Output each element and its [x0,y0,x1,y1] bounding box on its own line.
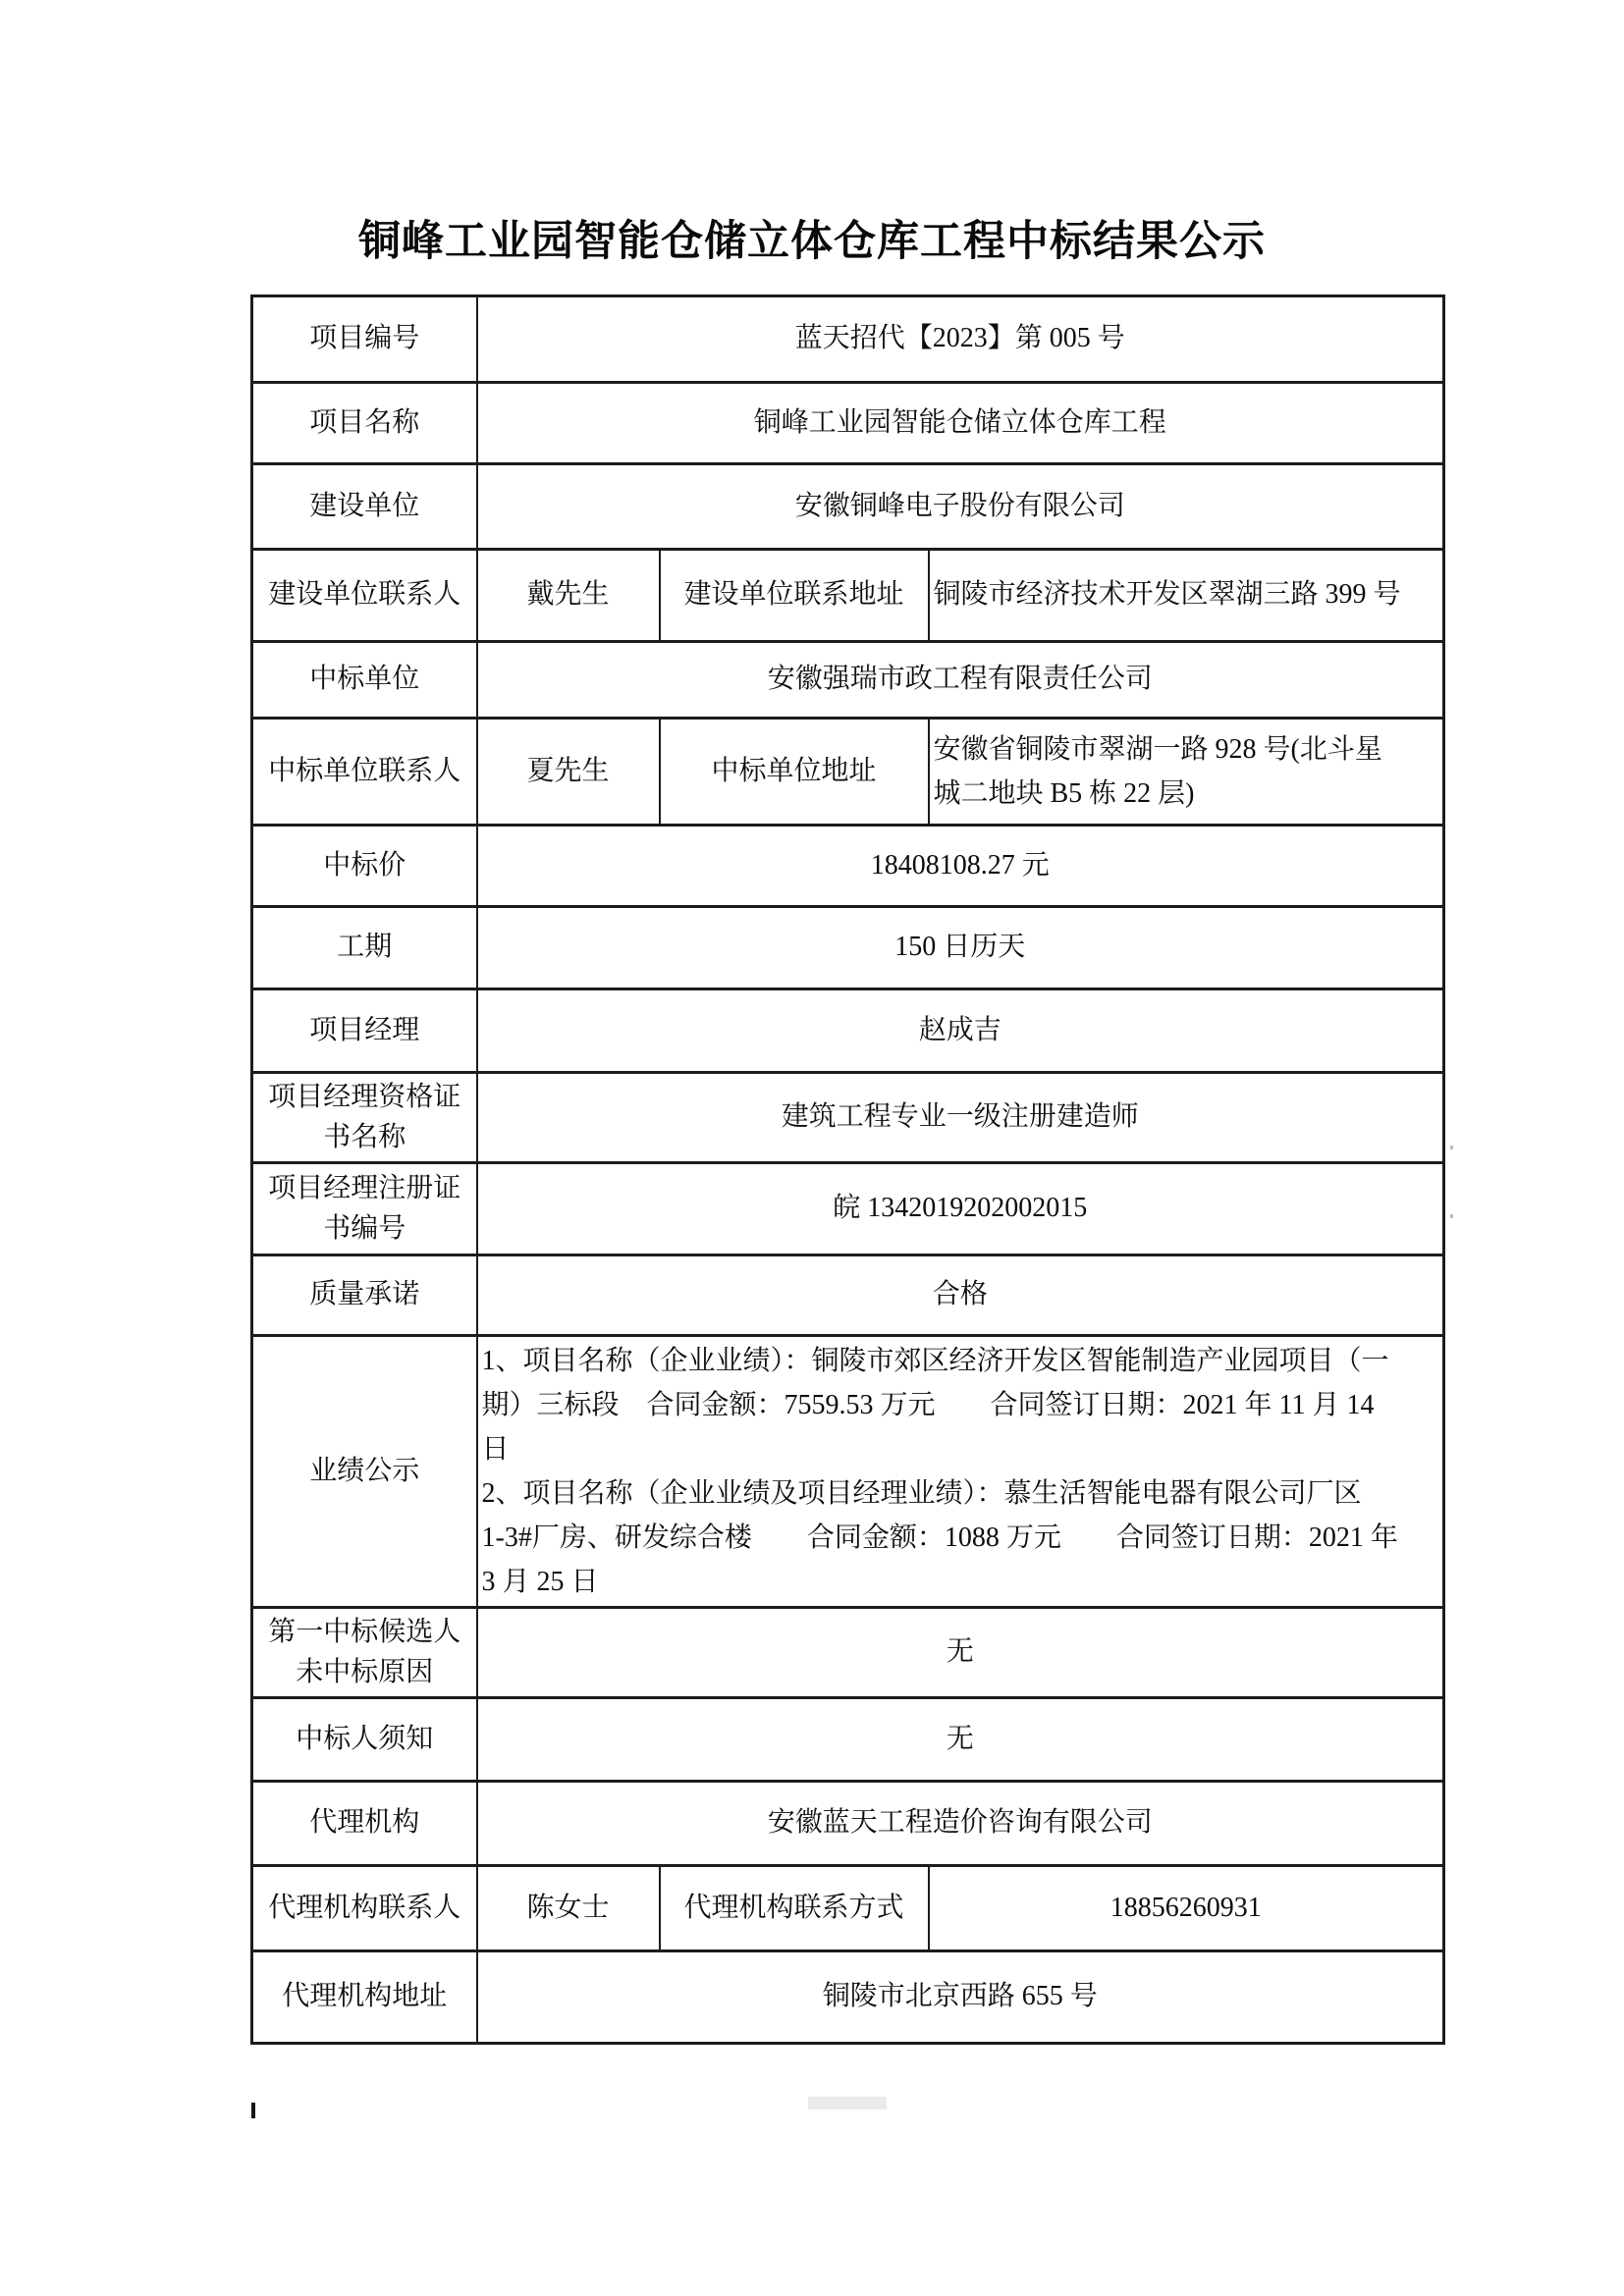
table-row [252,1255,1444,1336]
table-row [252,1866,1444,1951]
row-value: 皖 1342019202002015 [477,1163,1444,1255]
table-row [252,719,1444,826]
table-row [252,1608,1444,1698]
scan-ghost-artifact [808,2097,887,2109]
row-label-2: 建设单位联系地址 [660,550,929,642]
row-label-2: 代理机构联系方式 [660,1866,929,1951]
bid-result-table-body [252,296,1444,2044]
row-label: 中标价 [252,826,477,907]
row-value: 1、项目名称（企业业绩）：铜陵市郊区经济开发区智能制造产业园项目（一 期）三标段 合同金额：7559.53 万元 合同签订日期：2021 年 11 月 14 日 2、项目名称（企业业绩及项目经理业绩）：慕生活智能电器有限公司厂区 1-3#厂房、研发综合楼 合同金额：1088 万元 合同签订日期：2021 年 3 月 25 日 [477,1336,1444,1608]
row-value: 夏先生 [477,719,660,826]
table-row [252,907,1444,989]
row-value: 赵成吉 [477,989,1444,1073]
table-row [252,1951,1444,2044]
table-row [252,989,1444,1073]
table-row [252,826,1444,907]
scan-cursor-artifact [251,2103,255,2118]
row-value: 合格 [477,1255,1444,1336]
table-row [252,1163,1444,1255]
row-label: 项目名称 [252,383,477,464]
bid-result-table [250,294,1445,2045]
row-value: 安徽蓝天工程造价咨询有限公司 [477,1782,1444,1866]
row-value: 18408108.27 元 [477,826,1444,907]
row-value: 安徽铜峰电子股份有限公司 [477,464,1444,550]
row-label-2: 中标单位地址 [660,719,929,826]
row-value: 安徽强瑞市政工程有限责任公司 [477,642,1444,719]
scan-dot-artifact [1450,1146,1453,1149]
row-label: 第一中标候选人未中标原因 [252,1608,477,1698]
table-row [252,1336,1444,1608]
row-label: 建设单位 [252,464,477,550]
table-row [252,550,1444,642]
row-label: 代理机构 [252,1782,477,1866]
row-value: 150 日历天 [477,907,1444,989]
row-label: 项目编号 [252,296,477,383]
table-row [252,1073,1444,1163]
table-row [252,383,1444,464]
row-label: 工期 [252,907,477,989]
row-label: 项目经理注册证书编号 [252,1163,477,1255]
row-label: 代理机构联系人 [252,1866,477,1951]
row-label: 质量承诺 [252,1255,477,1336]
row-label: 中标人须知 [252,1698,477,1782]
row-label: 建设单位联系人 [252,550,477,642]
table-row [252,1698,1444,1782]
row-value: 陈女士 [477,1866,660,1951]
row-value: 铜峰工业园智能仓储立体仓库工程 [477,383,1444,464]
row-value: 无 [477,1608,1444,1698]
row-value: 建筑工程专业一级注册建造师 [477,1073,1444,1163]
table-row [252,464,1444,550]
row-label: 代理机构地址 [252,1951,477,2044]
row-value: 蓝天招代【2023】第 005 号 [477,296,1444,383]
row-value: 无 [477,1698,1444,1782]
row-label: 中标单位 [252,642,477,719]
row-label: 项目经理资格证书名称 [252,1073,477,1163]
row-label: 中标单位联系人 [252,719,477,826]
row-label: 业绩公示 [252,1336,477,1608]
page-title: 铜峰工业园智能仓储立体仓库工程中标结果公示 [358,219,1266,265]
scan-dot-artifact [1450,1214,1453,1218]
row-value: 戴先生 [477,550,660,642]
row-value-2: 18856260931 [929,1866,1444,1951]
row-label: 项目经理 [252,989,477,1073]
table-row [252,296,1444,383]
table-row [252,1782,1444,1866]
row-value: 铜陵市北京西路 655 号 [477,1951,1444,2044]
table-row [252,642,1444,719]
row-value-2: 安徽省铜陵市翠湖一路 928 号(北斗星 城二地块 B5 栋 22 层) [929,719,1444,826]
row-value-2: 铜陵市经济技术开发区翠湖三路 399 号 [929,550,1444,642]
